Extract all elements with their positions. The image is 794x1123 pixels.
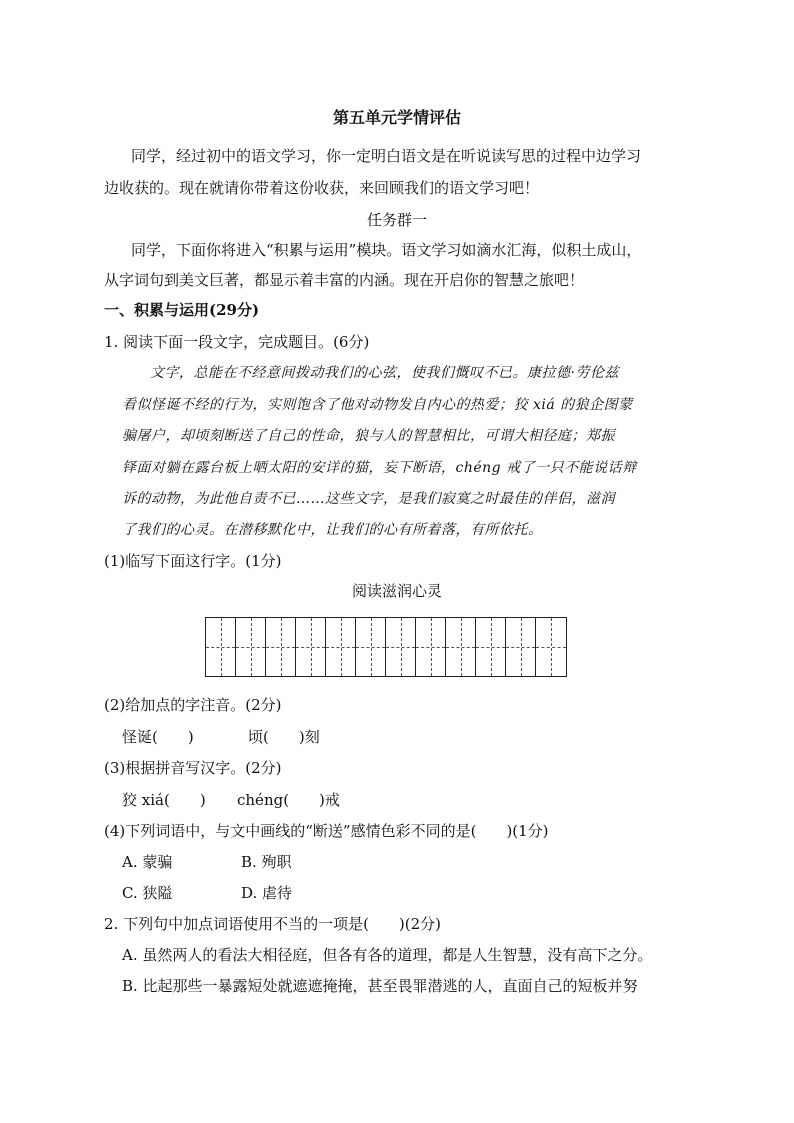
writing-grid-cell[interactable] bbox=[476, 618, 506, 676]
task-intro-line-2: 从字词句到美文巨著，都显示着丰富的内涵。现在开启你的智慧之旅吧！ bbox=[104, 271, 585, 289]
pinyin-item-2: 顷( )刻 bbox=[248, 728, 320, 746]
passage-line-2: 看似怪诞不经的行为，实则饱含了他对动物发自内心的热爱；狡 xiá 的狼企图蒙 bbox=[122, 397, 633, 413]
option-d: D. 虐待 bbox=[241, 884, 293, 902]
option-a: A. 蒙骗 bbox=[122, 853, 173, 871]
writing-grid-cell[interactable] bbox=[536, 618, 566, 676]
task-group-heading: 任务群一 bbox=[366, 211, 427, 229]
passage-line-4: 铎面对躺在露台板上晒太阳的安详的猫，妄下断语，chéng 戒了一只不能说话辩 bbox=[122, 460, 637, 476]
writing-grid-cell[interactable] bbox=[386, 618, 416, 676]
passage-line-5: 诉的动物，为此他自责不已……这些文字，是我们寂寞之时最佳的伴侣，滋润 bbox=[122, 491, 615, 507]
copy-text: 阅读滋润心灵 bbox=[351, 582, 442, 600]
question-1-2: (2)给加点的字注音。(2分) bbox=[104, 696, 282, 714]
writing-grid-cell[interactable] bbox=[296, 618, 326, 676]
q2-option-a: A. 虽然两人的看法大相径庭，但各有各的道理，都是人生智慧，没有高下之分。 bbox=[122, 946, 653, 964]
writing-grid[interactable] bbox=[205, 617, 567, 677]
passage-line-3: 骗屠户，却顷刻断送了自己的性命，狼与人的智慧相比，可谓大相径庭；郑振 bbox=[122, 428, 615, 444]
writing-grid-cell[interactable] bbox=[446, 618, 476, 676]
question-2: 2. 下列句中加点词语使用不当的一项是( )(2分) bbox=[104, 915, 442, 933]
writing-grid-cell[interactable] bbox=[506, 618, 536, 676]
hanzi-item-1: 狡 xiá( ) bbox=[122, 791, 206, 809]
pinyin-item-1: 怪诞( ) bbox=[122, 728, 194, 746]
question-1-1: (1)临写下面这行字。(1分) bbox=[104, 552, 282, 570]
q2-option-b: B. 比起那些一暴露短处就遮遮掩掩，甚至畏罪潜逃的人，直面自己的短板并努 bbox=[122, 977, 638, 995]
hanzi-item-2: chéng( )戒 bbox=[237, 791, 340, 809]
writing-grid-cell[interactable] bbox=[416, 618, 446, 676]
page-title: 第五单元学情评估 bbox=[332, 108, 461, 127]
passage-line-1: 文字，总能在不经意间拨动我们的心弦，使我们慨叹不已。康拉德·劳伦兹 bbox=[150, 365, 619, 381]
writing-grid-cell[interactable] bbox=[356, 618, 386, 676]
question-1: 1. 阅读下面一段文字，完成题目。(6分) bbox=[104, 333, 370, 351]
option-b: B. 殉职 bbox=[241, 853, 292, 871]
writing-grid-cell[interactable] bbox=[266, 618, 296, 676]
intro-line-2: 边收获的。现在就请你带着这份收获，来回顾我们的语文学习吧！ bbox=[104, 179, 540, 197]
question-1-3: (3)根据拼音写汉字。(2分) bbox=[104, 759, 282, 777]
intro-line-1: 同学，经过初中的语文学习，你一定明白语文是在听说读写思的过程中边学习 bbox=[131, 147, 642, 165]
option-c: C. 狭隘 bbox=[122, 884, 173, 902]
writing-grid-cell[interactable] bbox=[326, 618, 356, 676]
task-intro-line-1: 同学，下面你将进入“积累与运用”模块。语文学习如滴水汇海，似积土成山， bbox=[131, 241, 642, 259]
question-1-4: (4)下列词语中，与文中画线的“断送”感情色彩不同的是( )(1分) bbox=[104, 822, 549, 840]
writing-grid-cell[interactable] bbox=[206, 618, 236, 676]
passage-line-6: 了我们的心灵。在潜移默化中，让我们的心有所着落，有所依托。 bbox=[122, 522, 543, 538]
writing-grid-cell[interactable] bbox=[236, 618, 266, 676]
section-heading: 一、积累与运用(29分) bbox=[104, 301, 260, 319]
